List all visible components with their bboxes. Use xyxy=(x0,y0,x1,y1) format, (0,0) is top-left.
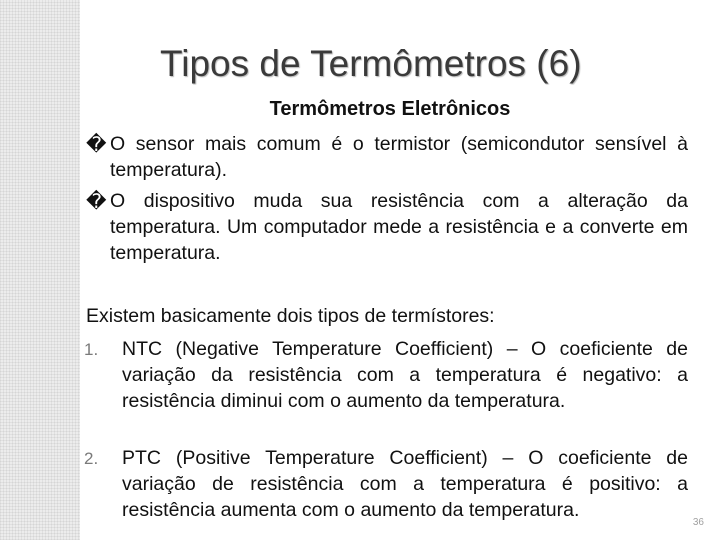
list-intro: Existem basicamente dois tipos de termístores: xyxy=(86,305,495,327)
bullet-text: O dispositivo muda sua resistência com a alteração da temperatura. Um computador mede a resistência e a converte em temperatura. xyxy=(110,190,688,264)
list-item-text: PTC (Positive Temperature Coefficient) – O coeficiente de variação de resistência com a temperatura é positivo: a resistência aumenta com o aumento da temperatura. xyxy=(122,447,688,521)
bullet-paragraph xyxy=(86,188,688,266)
bullet-paragraph xyxy=(86,131,688,183)
decorative-side-pattern xyxy=(0,0,80,540)
list-number: 2. xyxy=(84,449,99,468)
bullet-box-icon: � xyxy=(86,132,107,156)
list-item-text: NTC (Negative Temperature Coefficient) – O coeficiente de variação da resistência com a temperatura é negativo: a resistência diminui com o aumento da temperatura. xyxy=(122,338,688,412)
slide-subtitle: Termômetros Eletrônicos xyxy=(269,98,511,120)
list-number: 1. xyxy=(84,340,99,359)
bullet-box-icon: � xyxy=(86,189,107,213)
bullet-text: O sensor mais comum é o termistor (semicondutor sensível à temperatura). xyxy=(110,133,688,181)
numbered-list-item xyxy=(84,336,688,414)
slide-title: Tipos de Termômetros (6) xyxy=(160,43,582,84)
page-number: 36 xyxy=(692,517,704,528)
numbered-list-item xyxy=(84,445,688,523)
